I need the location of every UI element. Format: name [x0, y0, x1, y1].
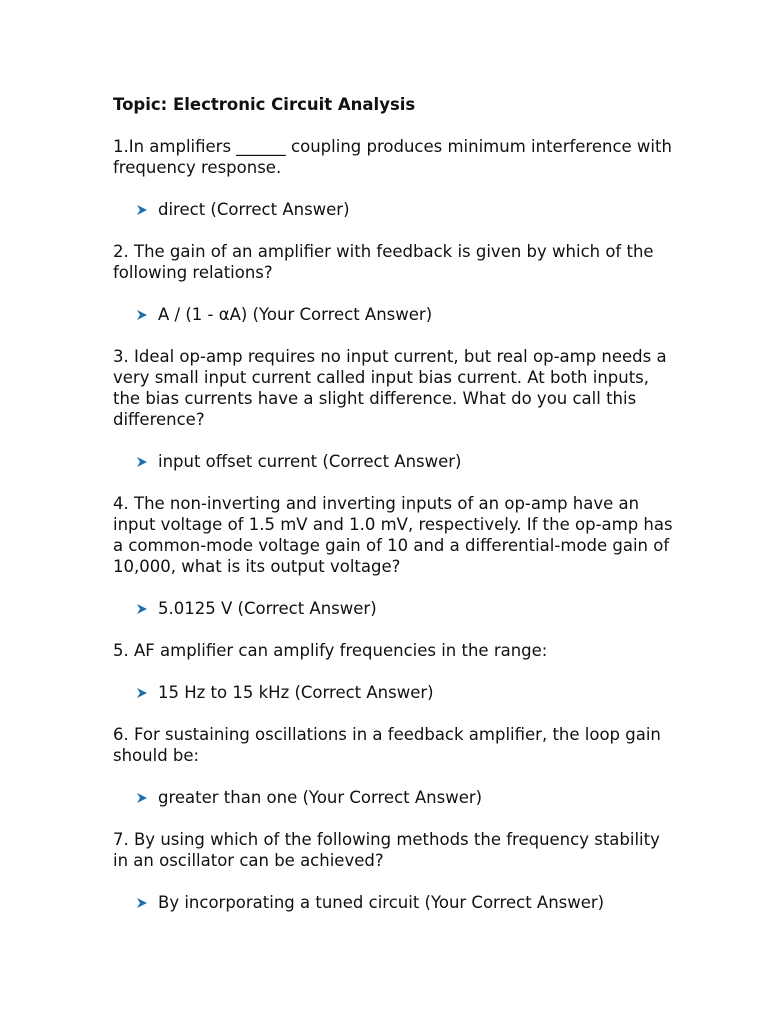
question-text: 6. For sustaining oscillations in a feedback amplifier, the loop gain should be: [113, 725, 661, 765]
qa-item-7 [113, 829, 673, 913]
question-text: 5. AF amplifier can amplify frequencies in the range: [113, 641, 548, 660]
answer-row [113, 787, 673, 808]
answer-text: A / (1 - αA) (Your Correct Answer) [158, 305, 433, 324]
arrow-bullet-icon [136, 897, 148, 909]
page-title: Topic: Electronic Circuit Analysis [113, 95, 416, 114]
answer-row [113, 199, 673, 220]
answer-text: 15 Hz to 15 kHz (Correct Answer) [158, 683, 434, 702]
qa-item-1 [113, 136, 673, 220]
question-text: 4. The non-inverting and inverting inputs of an op-amp have an input voltage of 1.5 mV and 1.0 mV, respectively. If the op-amp has a common-mode voltage gain of 10 and a differential-mode gain of 10,000, what is its output voltage? [113, 494, 673, 576]
arrow-bullet-icon [136, 309, 148, 321]
answer-text: 5.0125 V (Correct Answer) [158, 599, 377, 618]
answer-text: direct (Correct Answer) [158, 200, 350, 219]
document-page [113, 94, 673, 934]
answer-row [113, 451, 673, 472]
qa-item-6 [113, 724, 673, 808]
answer-row [113, 304, 673, 325]
answer-text: By incorporating a tuned circuit (Your Correct Answer) [158, 893, 605, 912]
answer-row [113, 598, 673, 619]
arrow-bullet-icon [136, 687, 148, 699]
qa-item-5 [113, 640, 673, 703]
answer-row [113, 682, 673, 703]
question-text: 2. The gain of an amplifier with feedback is given by which of the following relations? [113, 242, 654, 282]
answer-text: input offset current (Correct Answer) [158, 452, 462, 471]
arrow-bullet-icon [136, 456, 148, 468]
question-text: 1.In amplifiers ______ coupling produces minimum interference with frequency response. [113, 137, 672, 177]
arrow-bullet-icon [136, 603, 148, 615]
answer-text: greater than one (Your Correct Answer) [158, 788, 483, 807]
qa-item-2 [113, 241, 673, 325]
qa-item-3 [113, 346, 673, 472]
answer-row [113, 892, 673, 913]
arrow-bullet-icon [136, 204, 148, 216]
question-text: 3. Ideal op-amp requires no input current, but real op-amp needs a very small input current called input bias current. At both inputs, the bias currents have a slight difference. What do you call this difference? [113, 347, 667, 429]
arrow-bullet-icon [136, 792, 148, 804]
question-text: 7. By using which of the following methods the frequency stability in an oscillator can be achieved? [113, 830, 660, 870]
qa-item-4 [113, 493, 673, 619]
